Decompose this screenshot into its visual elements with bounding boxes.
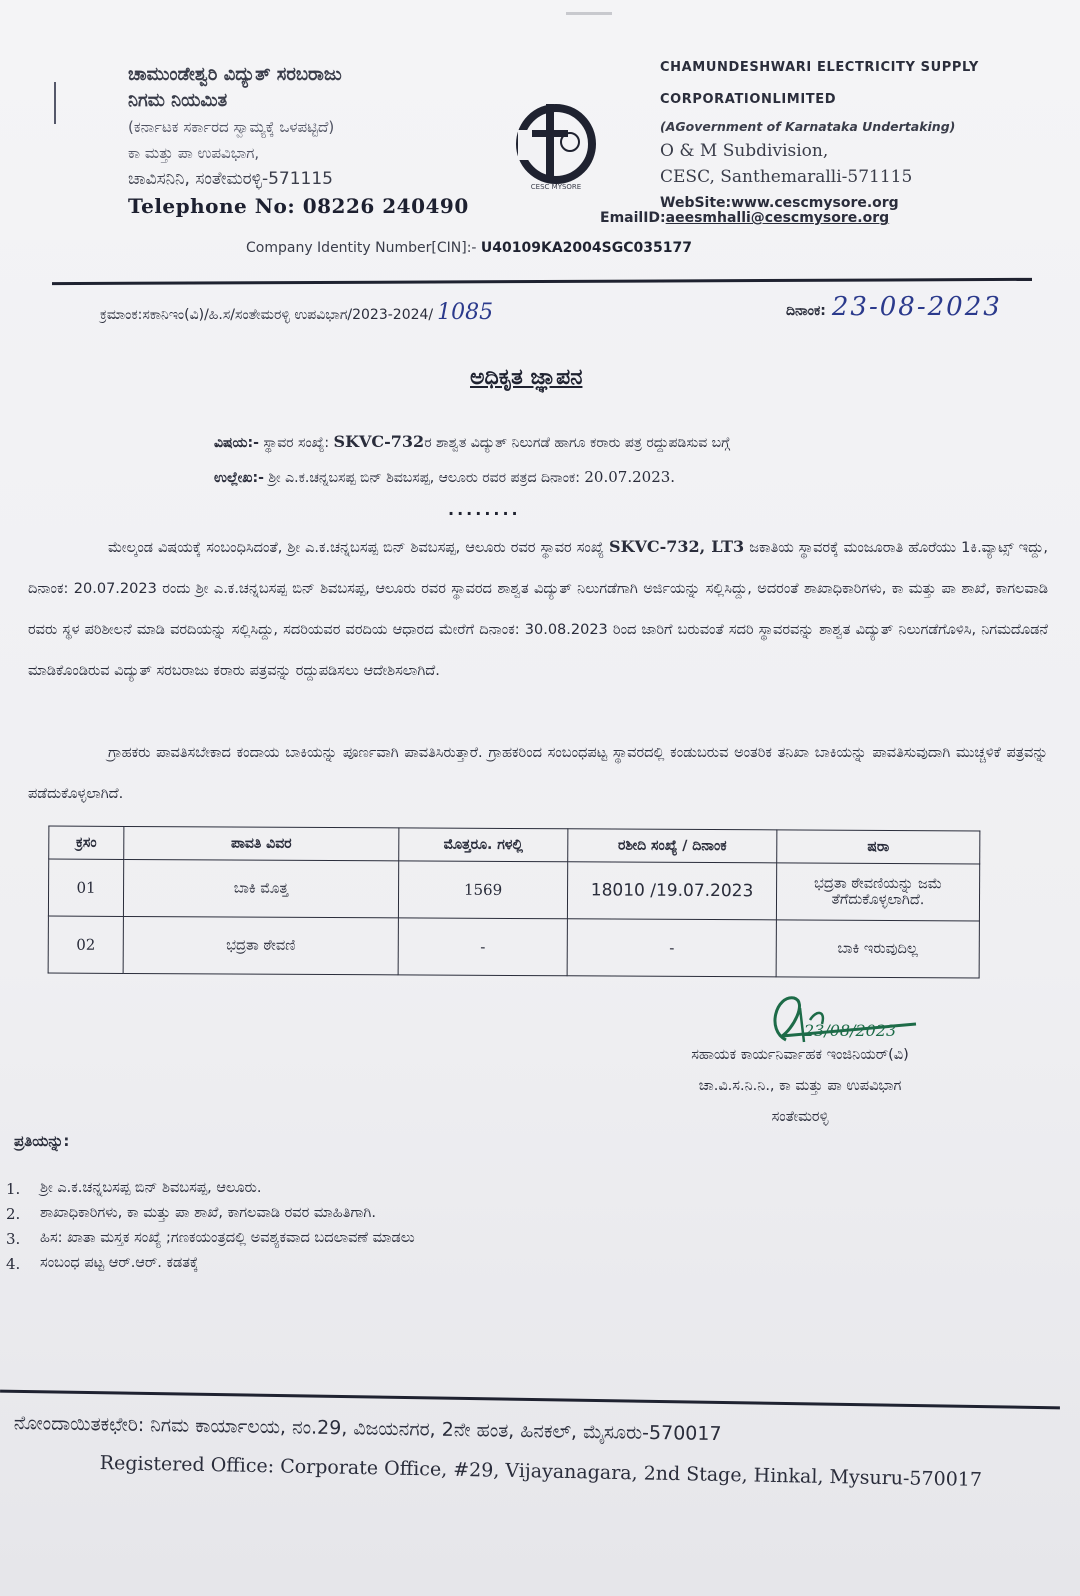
cell-detail: ಭದ್ರತಾ ಠೇವಣಿ <box>123 916 398 974</box>
letter-date <box>786 292 1002 322</box>
reference-date: 20.07.2023. <box>584 468 676 486</box>
email-link[interactable]: aeesmhalli@cescmysore.org <box>665 210 890 226</box>
cin-label: Company Identity Number[CIN]:- <box>246 240 477 256</box>
col-payment-detail: ಪಾವತಿ ವಿವರ <box>124 826 399 860</box>
org-type-english: CORPORATIONLIMITED <box>660 92 837 107</box>
signatory-block <box>630 1040 970 1133</box>
paragraph2-text: ಗ್ರಾಹಕರು ಪಾವತಿಸಬೇಕಾದ ಕಂದಾಯ ಬಾಕಿಯನ್ನು ಪೂರ್ಣವಾಗಿ ಪಾವತಿಸಿರುತ್ತಾರೆ. ಗ್ರಾಹಕರಿಂದ ಸಂಬಂಧಪಟ್ಟ ಸ್ಥಾವರದಲ್ಲಿ ಕಂಡುಬರುವ ಅಂತರಿಕ ತನಿಖಾ ಬಾಕಿಯನ್ನು ಪಾವತಿಸುವುದಾಗಿ ಮುಚ್ಚಳಿಕೆ ಪತ್ರವನ್ನು ಪಡೆದುಕೊಳ್ಳಲಾಗಿದೆ. <box>28 745 1048 802</box>
separator-dots: ........ <box>448 500 521 519</box>
col-serial: ಕ್ರಸಂ <box>49 826 124 859</box>
org-name-kannada: ಚಾಮುಂಡೇಶ್ವರಿ ವಿದ್ಯುತ್ ಸರಬರಾಜು <box>128 64 342 85</box>
signatory-office: ಚಾ.ವಿ.ಸ.ನಿ.ನಿ., ಕಾ ಮತ್ತು ಪಾ ಉಪವಿಭಾಗ <box>698 1078 902 1094</box>
subject-post: ರ ಶಾಶ್ವತ ವಿದ್ಯುತ್ ನಿಲುಗಡೆ ಹಾಗೂ ಕರಾರು ಪತ್ರ ರದ್ದುಪಡಿಸುವ ಬಗ್ಗೆ <box>424 435 731 451</box>
item-text: ಶಾಖಾಧಿಕಾರಿಗಳು, ಕಾ ಮತ್ತು ಪಾ ಶಾಖೆ, ಕಾಗಲವಾಡಿ ರವರ ಮಾಹಿತಿಗಾಗಿ. <box>40 1205 376 1221</box>
cesc-logo-icon <box>512 100 604 192</box>
org-type-kannada: ನಿಗಮ ನಿಯಮಿತ <box>128 90 228 111</box>
date-label: ದಿನಾಂಕ: <box>786 303 826 319</box>
cell-receipt: - <box>567 919 776 977</box>
col-remark: ಷರಾ <box>777 830 980 864</box>
reference-number-text: ಕ್ರಮಾಂಕ:ಸಕಾನಿಇಂ(ವಿ)/ಹಿ.ಸ/ಸಂತೇಮರಳ್ಳಿ ಉಪವಿಭಾಗ/2023-2024/ <box>100 307 434 323</box>
subdivision-kannada: ಕಾ ಮತ್ತು ಪಾ ಉಪವಿಭಾಗ, <box>128 144 260 162</box>
list-item <box>0 1205 700 1230</box>
letterhead-kannada <box>128 62 488 218</box>
copies-title: ಪ್ರತಿಯನ್ನು: <box>14 1132 70 1150</box>
scan-artifact <box>566 12 612 15</box>
cell-remark: ಬಾಕಿ ಇರುವುದಿಲ್ಲ <box>776 920 979 978</box>
cell-serial: 01 <box>48 859 123 916</box>
date-handwritten: 23-08-2023 <box>831 292 1002 322</box>
col-receipt: ರಶೀದಿ ಸಂಖ್ಯೆ / ದಿನಾಂಕ <box>568 829 777 863</box>
cell-receipt: 18010 /19.07.2023 <box>567 862 776 920</box>
signature-date: 23/08/2023 <box>804 1021 897 1040</box>
item-number: 3. <box>6 1230 21 1248</box>
item-number: 1. <box>6 1180 21 1198</box>
reference-label: ಉಲ್ಲೇಖ:- <box>214 470 264 486</box>
cell-detail: ಬಾಕಿ ಮೊತ್ತ <box>123 859 398 917</box>
list-item <box>0 1180 700 1205</box>
address-english: CESC, Santhemaralli-571115 <box>660 167 913 187</box>
signatory-location: ಸಂತೇಮರಳ್ಳಿ <box>771 1109 829 1125</box>
cell-amount: 1569 <box>398 861 567 919</box>
payment-table <box>48 826 981 979</box>
reference-number <box>100 300 493 325</box>
cell-serial: 02 <box>48 916 123 973</box>
org-govt-kannada: (ಕರ್ನಾಟಕ ಸರ್ಕಾರದ ಸ್ವಾಮ್ಯಕ್ಕೆ ಒಳಪಟ್ಟಿದೆ) <box>128 118 335 136</box>
cell-amount: - <box>398 918 567 976</box>
copies-list <box>0 1180 700 1280</box>
signatory-designation: ಸಹಾಯಕ ಕಾರ್ಯನಿರ್ವಾಹಕ ಇಂಜಿನಿಯರ್(ವಿ) <box>691 1047 909 1063</box>
cell-remark: ಭದ್ರತಾ ಠೇವಣಿಯನ್ನು ಜಮೆ ತೆಗೆದುಕೊಳ್ಳಲಾಗಿದೆ. <box>776 863 979 921</box>
table-header-row <box>49 826 980 864</box>
paragraph1-bold: SKVC-732, LT3 <box>609 537 745 556</box>
cin-line <box>246 240 692 256</box>
subject-line <box>214 432 730 451</box>
subject-code: SKVC-732 <box>333 432 425 451</box>
address-kannada: ಚಾವಿಸನಿನಿ, ಸಂತೇಮರಳ್ಳಿ-571115 <box>128 169 333 189</box>
list-item <box>0 1230 700 1255</box>
subject-label: ವಿಷಯ:- <box>214 435 259 451</box>
item-text: ಸಂಬಂಧ ಪಟ್ಟ ಆರ್.ಆರ್. ಕಡತಕ್ಕೆ <box>40 1255 199 1271</box>
reference-line <box>214 468 675 486</box>
reference-text: ಶ್ರೀ ಎ.ಕ.ಚನ್ನಬಸಪ್ಪ ಬಿನ್ ಶಿವಬಸಪ್ಪ, ಆಲೂರು ರವರ ಪತ್ರದ ದಿನಾಂಕ: <box>268 470 580 486</box>
letterhead-english <box>660 52 1060 216</box>
item-number: 2. <box>6 1205 21 1223</box>
footer-address-english: Registered Office: Corporate Office, #29, Vijayanagara, 2nd Stage, Hinkal, Mysuru-570017 <box>99 1452 983 1491</box>
website: WebSite:www.cescmysore.org <box>660 195 899 211</box>
paragraph1-part2: ಜಕಾತಿಯ ಸ್ಥಾವರಕ್ಕೆ ಮಂಜೂರಾತಿ ಹೊರೆಯು 1ಕಿ.ವ್ಯಾಟ್ಸ್ ಇದ್ದು, ದಿನಾಂಕ: 20.07.2023 ರಂದು ಶ್ರೀ ಎ.ಕ.ಚನ್ನಬಸಪ್ಪ ಬಿನ್ ಶಿವಬಸಪ್ಪ, ಆಲೂರು ರವರ ಸ್ಥಾವರದ ಶಾಶ್ವತ ವಿದ್ಯುತ್ ನಿಲುಗಡೆಗಾಗಿ ಅರ್ಜಿಯನ್ನು ಸಲ್ಲಿಸಿದ್ದು, ಅದರಂತೆ ಶಾಖಾಧಿಕಾರಿಗಳು, ಕಾ ಮತ್ತು ಪಾ ಶಾಖೆ, ಕಾಗಲವಾಡಿ ರವರು ಸ್ಥಳ ಪರಿಶೀಲನೆ ಮಾಡಿ ವರದಿಯನ್ನು ಸಲ್ಲಿಸಿದ್ದು, ಸದರಿಯವರ ವರದಿಯ ಆಧಾರದ ಮೇರೆಗೆ ದಿನಾಂಕ: 30.08.2023 ರಿಂದ ಜಾರಿಗೆ ಬರುವಂತೆ ಸದರಿ ಸ್ಥಾವರವನ್ನು ಶಾಶ್ವತ ವಿದ್ಯುತ್ ನಿಲುಗಡೆಗೊಳಿಸಿ, ನಿಗಮದೊಡನೆ ಮಾಡಿಕೊಂಡಿರುವ ವಿದ್ಯುತ್ ಸರಬರಾಜು ಕರಾರು ಪತ್ರವನ್ನು ರದ್ದುಪಡಿಸಲು ಆದೇಶಿಸಲಾಗಿದೆ. <box>28 540 1049 679</box>
body-paragraph-2 <box>28 733 1048 815</box>
item-number: 4. <box>6 1255 21 1273</box>
telephone: Telephone No: 08226 240490 <box>128 194 469 218</box>
email-label: EmailID: <box>600 210 666 226</box>
logo-text: CESC MYSORE <box>530 183 582 191</box>
footer-divider <box>0 1390 1060 1410</box>
subdivision-english: O & M Subdivision, <box>660 141 829 161</box>
reference-number-handwritten: 1085 <box>437 300 494 325</box>
document-title: ಅಧಿಕೃತ ಜ್ಞಾಪನ <box>470 365 583 390</box>
org-govt-english: (AGovernment of Karnataka Undertaking) <box>660 119 956 134</box>
header-divider <box>52 278 1032 285</box>
table-row <box>48 859 979 921</box>
item-text: ಶ್ರೀ ಎ.ಕ.ಚನ್ನಬಸಪ್ಪ ಬಿನ್ ಶಿವಬಸಪ್ಪ, ಆಲೂರು. <box>40 1180 262 1196</box>
org-name-english: CHAMUNDESHWARI ELECTRICITY SUPPLY <box>660 60 979 75</box>
margin-mark <box>54 82 56 124</box>
table-row <box>48 916 979 978</box>
cin-number: U40109KA2004SGC035177 <box>480 240 692 256</box>
body-paragraph-1 <box>28 526 1048 692</box>
col-amount: ಮೊತ್ತರೂ. ಗಳಲ್ಲಿ <box>399 828 568 862</box>
email-line <box>600 210 889 226</box>
paragraph1-part1: ಮೇಲ್ಕಂಡ ವಿಷಯಕ್ಕೆ ಸಂಬಂಧಿಸಿದಂತೆ, ಶ್ರೀ ಎ.ಕ.ಚನ್ನಬಸಪ್ಪ ಬಿನ್ ಶಿವಬಸಪ್ಪ, ಆಲೂರು ರವರ ಸ್ಥಾವರ ಸಂಖ್ಯೆ <box>108 540 604 556</box>
subject-pre: ಸ್ಥಾವರ ಸಂಖ್ಯೆ: <box>263 435 330 451</box>
item-text: ಹಿಸ: ಖಾತಾ ಮಸ್ತಕ ಸಂಖ್ಯೆ ;ಗಣಕಯಂತ್ರದಲ್ಲಿ ಅವಶ್ಯಕವಾದ ಬದಲಾವಣೆ ಮಾಡಲು <box>40 1230 415 1246</box>
footer-address-kannada: ನೋಂದಾಯಿತಕಛೇರಿ: ನಿಗಮ ಕಾರ್ಯಾಲಯ, ನಂ.29, ವಿಜಯನಗರ, 2ನೇ ಹಂತ, ಹಿನಕಲ್, ಮೈಸೂರು-570017 <box>13 1412 722 1446</box>
list-item <box>0 1255 700 1280</box>
